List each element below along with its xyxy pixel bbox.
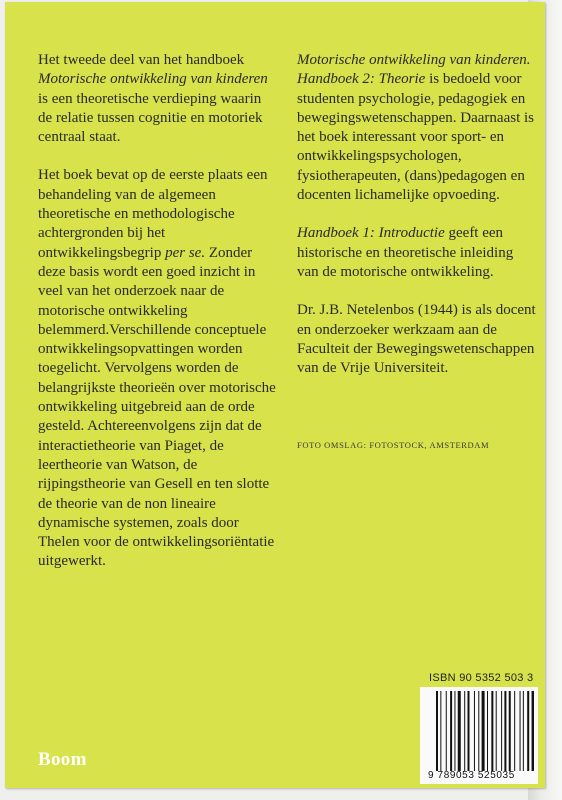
barcode-icon [436,691,534,771]
content-paragraph [38,166,278,571]
description-right-column [297,51,537,397]
handbook-1-paragraph [297,224,537,282]
barcode-box [420,687,538,784]
intro-text-rest: is een theoretische verdieping waarin de relatie tussen cognitie en motoriek centraal staat. [38,90,263,146]
content-emphasis: per se. [165,244,206,261]
description-left-column [38,51,278,591]
content-text-rest: Zonder deze basis wordt een goed inzicht in veel van het onderzoek naar de motorische ontwikkeling belemmerd.Verschillende conceptuele ontwikkelingsopvattingen worden toegelicht. Vervolgens worden de belangrijkste theorieën over motorische ontwikkeling uitgebreid aan de orde gesteld. Achtereenvolgens zijn dat de interactietheorie van Piaget, de leertheorie van Watson, de rijpingstheorie van Gesell en ten slotte de theorie van de non lineaire dynamische systemen, zoals door Thelen voor de ontwikkelingsoriëntatie uitgewerkt. [38,244,276,570]
intro-text: Het tweede deel van het handboek [38,52,245,68]
barcode-number: 9 789053 525035 [428,770,515,781]
intro-paragraph [38,51,278,147]
author-bio: Dr. J.B. Netelenbos (1944) is als docent en onderzoeker werkzaam aan de Faculteit der Bewegingswetenschappen van de Vrije Universiteit. [297,302,536,377]
back-cover [5,2,545,788]
isbn-label: ISBN 90 5352 503 3 [429,672,534,684]
handbook-1-title: Handboek 1: Introductie [297,225,445,242]
book-title: Motorische ontwikkeling van kinderen [38,71,268,88]
content-text: Het boek bevat op de eerste plaats een behandeling van de algemeen theoretische en methodologische achtergronden bij het ontwikkelingsbegrip [38,167,268,261]
photo-credit: FOTO OMSLAG: FOTOSTOCK, AMSTERDAM [297,440,490,450]
publisher-logo: Boom [38,749,87,770]
handbook-2-title: Motorische ontwikkeling van kinderen. Handboek 2: Theorie [297,52,531,88]
handbook-1-text: geeft een historische en theoretische inleiding van de motorische ontwikkeling. [297,225,514,280]
audience-text: is bedoeld voor studenten psychologie, pedagogiek en bewegingswetenschappen. Daarnaast is het boek interessant voor sport- en ontwikkelingspsychologen, fysiotherapeuten, (dans)pedagogen en docenten lichamelijke opvoeding. [297,71,534,204]
audience-paragraph [297,51,537,205]
